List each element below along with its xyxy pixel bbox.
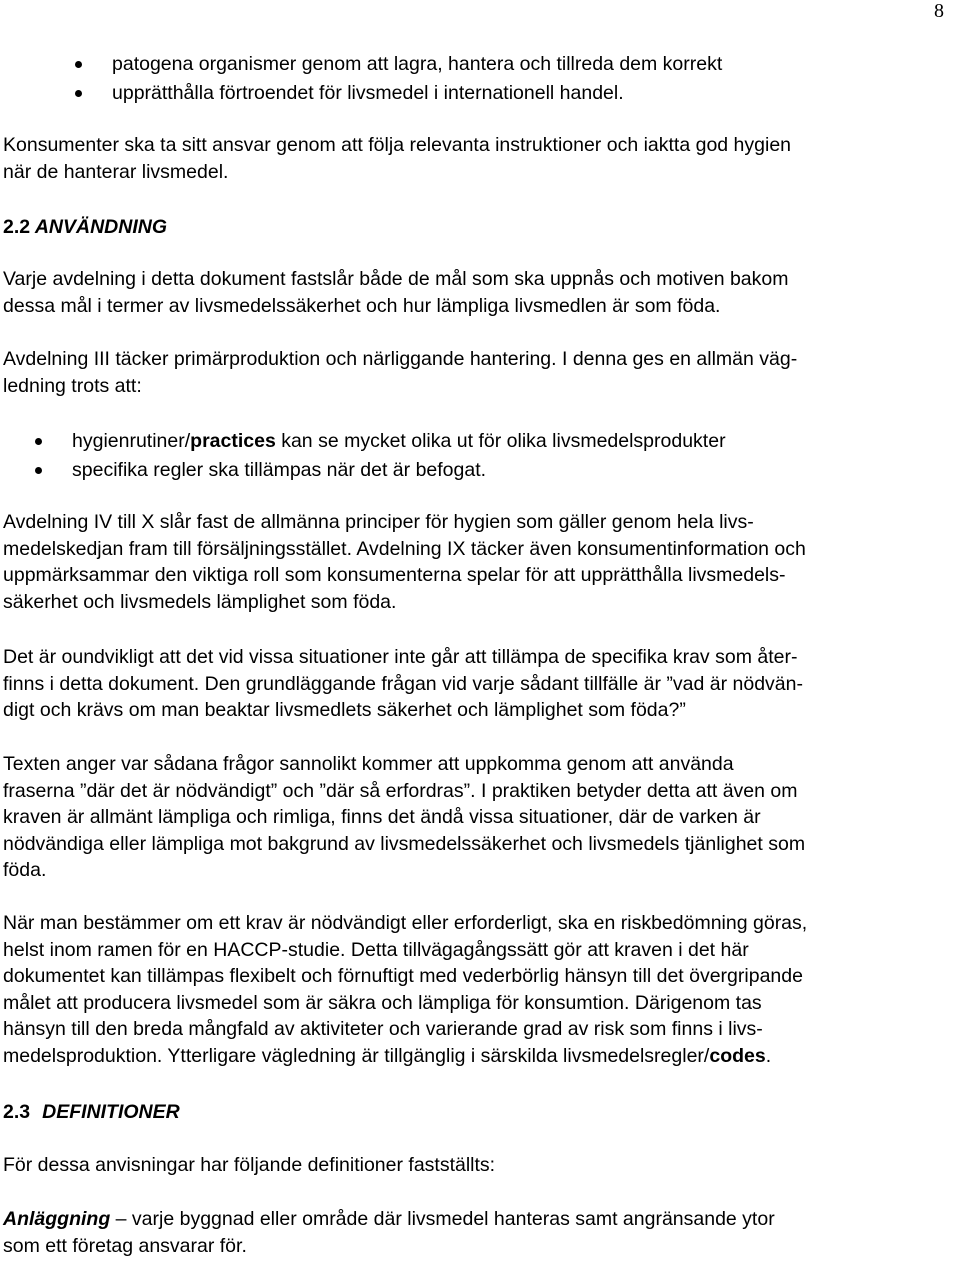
section-number: 2.3	[3, 1101, 31, 1123]
paragraph-oundvikligt	[3, 644, 958, 724]
page-number: 8	[934, 0, 944, 22]
text-line: när de hanterar livsmedel.	[3, 160, 229, 183]
text-line: kraven är allmänt lämpliga och rimliga, finns det ändå vissa situationer, där de varken är	[3, 806, 761, 828]
text-run: hygienrutiner/	[72, 430, 191, 452]
text-line: målet att producera livsmedel som är säkra och lämpliga för konsumtion. Därigenom tas	[3, 991, 762, 1014]
section-title: DEFINITIONER	[42, 1101, 180, 1123]
text-line: föda.	[3, 859, 47, 881]
paragraph-nar-man	[3, 910, 958, 1069]
section-number: 2.2	[3, 216, 31, 238]
text-run: medelsproduktion. Ytterligare vägledning är tillgänglig i särskilda livsmedelsregler/	[3, 1044, 710, 1067]
text-line: Det är oundvikligt att det vid vissa situationer inte går att tillämpa de specifika krav som åter-	[3, 646, 798, 668]
text-line: Avdelning IV till X slår fast de allmänna principer för hygien som gäller genom hela livs-	[3, 511, 754, 533]
paragraph-avdelning-iv	[3, 509, 958, 615]
text-line: För dessa anvisningar har följande definitioner fastställts:	[3, 1154, 496, 1176]
text-line: säkerhet och livsmedels lämplighet som föda.	[3, 590, 397, 613]
paragraph-avdelning-iii	[3, 346, 958, 399]
section-heading-2-2	[3, 214, 958, 240]
definition-term: Anläggning	[3, 1208, 111, 1230]
text-line: dokumentet kan tillämpas flexibelt och förnuftigt med vederbörlig hänsyn till det övergripande	[3, 965, 803, 987]
section-heading-2-3	[3, 1099, 958, 1125]
text-line: ledning trots att:	[3, 374, 142, 397]
text-line: dessa mål i termer av livsmedelssäkerhet och hur lämpliga livsmedlen är som föda.	[3, 294, 721, 317]
bullet-list-top	[75, 50, 722, 108]
text-line: som ett företag ansvarar för.	[3, 1234, 247, 1257]
text-line: fraserna ”där det är nödvändigt” och ”där så erfordras”. I praktiken betyder detta att även om	[3, 779, 798, 802]
paragraph-texten	[3, 751, 958, 884]
paragraph-definitions-intro	[3, 1152, 958, 1179]
text-line: digt och krävs om man beaktar livsmedlets säkerhet och lämplighet som föda?”	[3, 699, 686, 721]
text-line: nödvändiga eller lämpliga mot bakgrund av livsmedelssäkerhet och livsmedels tjänlighet som	[3, 832, 806, 855]
text-line	[3, 1043, 958, 1070]
section-title: ANVÄNDNING	[34, 216, 167, 238]
text-line: Varje avdelning i detta dokument fastslår både de mål som ska uppnås och motiven bakom	[3, 268, 789, 290]
text-line: finns i detta dokument. Den grundläggande frågan vid varje sådant tillfälle är ”vad är nödvän-	[3, 672, 803, 695]
bullet-list-mid	[35, 427, 726, 485]
list-item: patogena organismer genom att lagra, hantera och tillreda dem korrekt	[75, 50, 722, 79]
definition-anlaggning	[3, 1206, 958, 1259]
bold-term: practices	[190, 430, 276, 452]
text-line	[3, 1206, 958, 1233]
text-line: hänsyn till den breda mångfald av aktiviteter och varierande grad av risk som finns i livs-	[3, 1018, 763, 1040]
paragraph-varje	[3, 266, 958, 319]
text-run: .	[765, 1044, 772, 1067]
text-line: När man bestämmer om ett krav är nödvändigt eller erforderligt, ska en riskbedömning göras,	[3, 912, 808, 934]
bold-term: codes	[709, 1044, 766, 1067]
paragraph-consumers	[3, 132, 958, 185]
text-line: Texten anger var sådana frågor sannolikt kommer att uppkomma genom att använda	[3, 753, 734, 775]
list-item: upprätthålla förtroendet för livsmedel i internationell handel.	[75, 79, 722, 108]
text-line: Avdelning III täcker primärproduktion och närliggande hantering. I denna ges en allmän väg-	[3, 348, 798, 370]
text-line: Konsumenter ska ta sitt ansvar genom att följa relevanta instruktioner och iaktta god hygien	[3, 134, 792, 156]
text-run: – varje byggnad eller område där livsmedel hanteras samt angränsande ytor	[110, 1208, 775, 1230]
text-line: helst inom ramen för en HACCP-studie. Detta tillvägagångssätt gör att kraven i det här	[3, 938, 749, 961]
text-run: kan se mycket olika ut för olika livsmedelsprodukter	[275, 430, 726, 452]
text-line: medelskedjan fram till försäljningsstället. Avdelning IX täcker även konsumentinformation och	[3, 537, 806, 560]
list-item: specifika regler ska tillämpas när det är befogat.	[35, 456, 726, 485]
list-item	[35, 427, 726, 456]
text-line: uppmärksammar den viktiga roll som konsumenterna spelar för att upprätthålla livsmedels-	[3, 564, 786, 586]
